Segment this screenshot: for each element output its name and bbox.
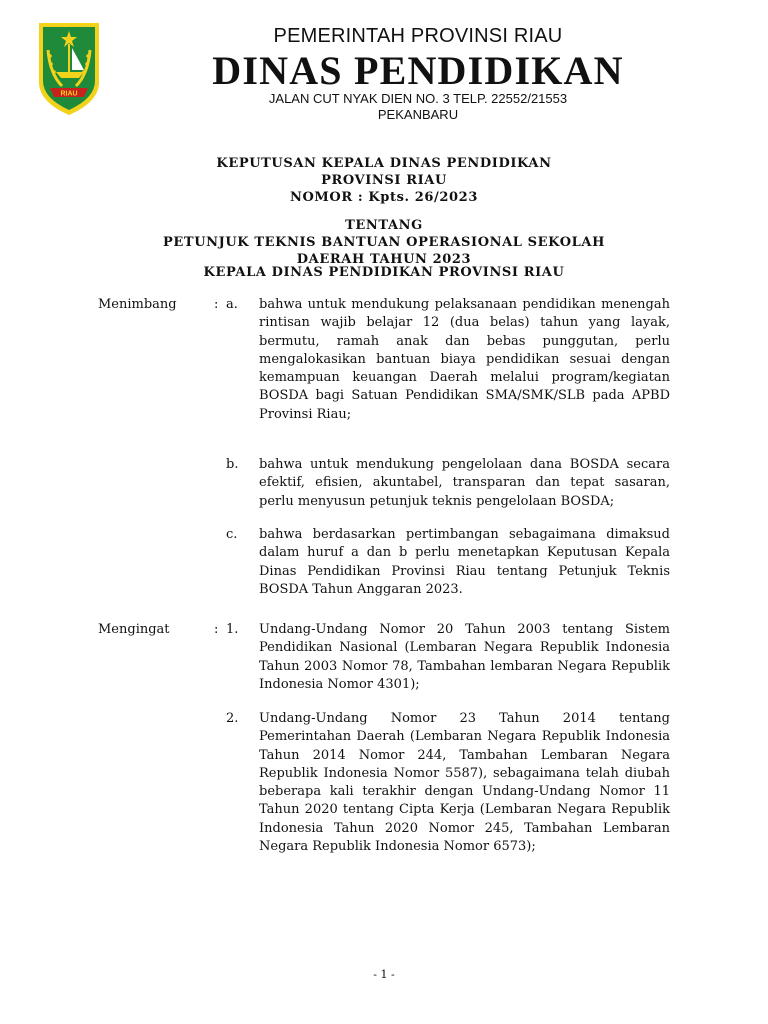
menimbang-item-text: bahwa berdasarkan pertimbangan sebagaimana dimaksud dalam huruf a dan b perlu menetapkan Keputusan Kepala Dinas Pendidikan Provinsi Riau tentang Petunjuk Teknis BOSDA Tahun Anggaran 2023. — [259, 527, 670, 597]
agency-address: JALAN CUT NYAK DIEN NO. 3 TELP. 22552/21553 — [268, 91, 568, 106]
decree-title-line2: PROVINSI RIAU — [321, 173, 447, 188]
subject-line2: DAERAH TAHUN 2023 — [296, 252, 472, 267]
mengingat-label: Mengingat — [98, 622, 170, 637]
menimbang-label: Menimbang — [98, 297, 177, 312]
menimbang-item-marker: c. — [226, 527, 238, 542]
subject-line1: PETUNJUK TEKNIS BANTUAN OPERASIONAL SEKOLAH — [163, 235, 605, 250]
menimbang-colon: : — [214, 297, 219, 312]
decree-number: NOMOR : Kpts. 26/2023 — [290, 190, 478, 205]
mengingat-item-marker: 1. — [226, 622, 239, 637]
menimbang-item-marker: b. — [226, 457, 239, 472]
emblem-ribbon-text: RIAU — [60, 90, 78, 98]
agency-city: PEKANBARU — [377, 107, 459, 122]
mengingat-colon: : — [214, 622, 219, 637]
page-number: - 1 - — [373, 968, 395, 981]
mengingat-item-marker: 2. — [226, 711, 239, 726]
menimbang-item-text: bahwa untuk mendukung pelaksanaan pendidikan menengah rintisan wajib belajar 12 (dua belas) tahun yang layak, bermutu, ramah anak dan bebas punggutan, perlu mengalokasikan bantuan biaya pendidikan sesuai dengan kemampuan keuangan Daerah melalui program/kegiatan BOSDA bagi Satuan Pendidikan SMA/SMK/SLB pada APBD Provinsi Riau; — [259, 297, 670, 422]
subject-line3: KEPALA DINAS PENDIDIKAN PROVINSI RIAU — [203, 265, 565, 280]
riau-province-emblem-icon — [36, 20, 102, 118]
government-name: PEMERINTAH PROVINSI RIAU — [273, 25, 563, 47]
mengingat-item-text: Undang-Undang Nomor 23 Tahun 2014 tentang Pemerintahan Daerah (Lembaran Negara Republik Indonesia Tahun 2014 Nomor 244, Tambahan Lembaran Negara Republik Indonesia Nomor 5587), sebagaimana telah diubah beberapa kali terakhir dengan Undang-Undang Nomor 11 Tahun 2020 tentang Cipta Kerja (Lembaran Negara Republik Indonesia Tahun 2020 Nomor 245, Tambahan Lembaran Negara Republik Indonesia Nomor 6573); — [259, 711, 670, 855]
agency-name: DINAS PENDIDIKAN — [212, 48, 624, 93]
mengingat-item-text: Undang-Undang Nomor 20 Tahun 2003 tentang Sistem Pendidikan Nasional (Lembaran Negara Republik Indonesia Tahun 2003 Nomor 78, Tambahan lembaran Negara Republik Indonesia Nomor 4301); — [259, 622, 670, 692]
menimbang-item-text: bahwa untuk mendukung pengelolaan dana BOSDA secara efektif, efisien, akuntabel, transparan dan tepat sasaran, perlu menyusun petunjuk teknis pengelolaan BOSDA; — [259, 457, 670, 509]
decree-title-line1: KEPUTUSAN KEPALA DINAS PENDIDIKAN — [216, 156, 552, 171]
about-heading: TENTANG — [345, 218, 423, 233]
menimbang-item-marker: a. — [226, 297, 238, 312]
